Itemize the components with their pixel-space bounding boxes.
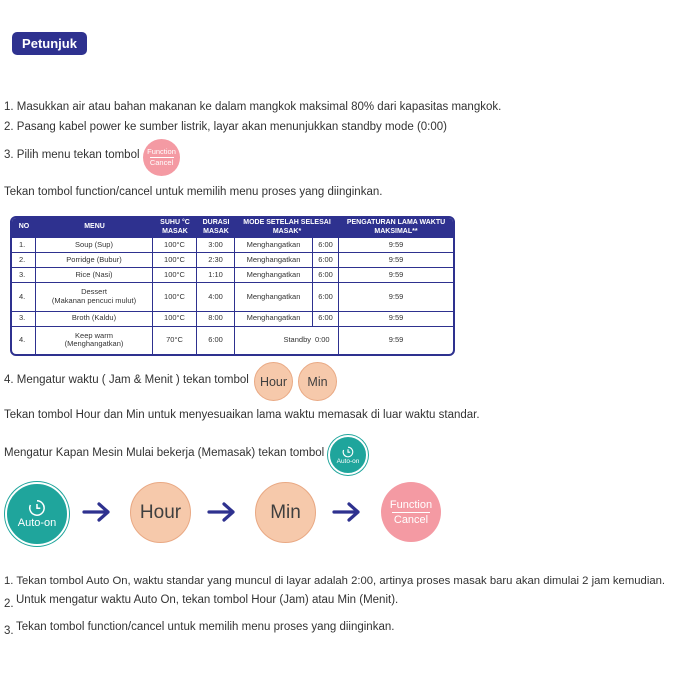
auto-on-label: Auto-on [336, 457, 360, 465]
cell-temp: 100°C [153, 252, 197, 267]
hour-button-large[interactable] [130, 482, 191, 543]
header-menu: MENU [36, 218, 153, 237]
min-button-small[interactable] [298, 362, 337, 401]
clock-icon [28, 499, 46, 517]
cancel-label: Cancel [393, 513, 429, 526]
cell-max: 9:59 [339, 237, 453, 252]
cell-temp: 100°C [153, 237, 197, 252]
cell-max: 9:59 [339, 267, 453, 282]
cell-menu: Rice (Nasi) [36, 267, 153, 282]
cell-mode-time: 6:00 [313, 237, 339, 252]
cell-max: 9:59 [339, 252, 453, 267]
function-divider [392, 512, 430, 513]
bottom-step-2: Untuk mengatur waktu Auto On, tekan tombol Hour (Jam) atau Min (Menit). [16, 594, 399, 606]
step-3-text: 3. Pilih menu tekan tombol [4, 149, 140, 161]
cell-temp: 100°C [153, 311, 197, 326]
bottom-step-3-number: 3. [4, 625, 14, 637]
arrow-right-icon [207, 501, 237, 523]
cell-no: 1. [12, 237, 36, 252]
cell-duration: 6:00 [197, 326, 235, 354]
auto-on-button-large[interactable] [5, 482, 69, 546]
cell-menu: Broth (Kaldu) [36, 311, 153, 326]
section-title-badge: Petunjuk [12, 32, 87, 55]
cell-temp: 70°C [153, 326, 197, 354]
step-4-text: 4. Mengatur waktu ( Jam & Menit ) tekan tombol [4, 374, 249, 386]
header-mode: MODE SETELAH SELESAI MASAK* [235, 218, 339, 237]
hour-button-small[interactable] [254, 362, 293, 401]
cell-max: 9:59 [339, 311, 453, 326]
bottom-step-1: 1. Tekan tombol Auto On, waktu standar yang muncul di layar adalah 2:00, artinya proses masak baru akan dimulai 2 jam kemudian. [4, 575, 666, 587]
cell-no: 2. [12, 252, 36, 267]
hour-label: Hour [259, 374, 288, 389]
cancel-label: Cancel [149, 158, 174, 167]
header-duration: DURASI MASAK [197, 218, 235, 237]
cell-no: 4. [12, 326, 36, 354]
cooking-menu-table [10, 216, 455, 356]
step-4-note: Tekan tombol Hour dan Min untuk menyesuaikan lama waktu memasak di luar waktu standar. [4, 409, 480, 421]
arrow-right-icon [332, 501, 362, 523]
header-temp: SUHU °C MASAK [153, 218, 197, 237]
cell-menu-line1: Dessert [81, 287, 107, 297]
cell-duration: 4:00 [197, 282, 235, 310]
cell-no: 4. [12, 282, 36, 310]
cell-mode: Menghangatkan [235, 267, 313, 282]
function-cancel-button-large[interactable] [381, 482, 441, 542]
table-row [12, 267, 453, 282]
cell-menu-line2: (Menghangatkan) [64, 339, 124, 349]
arrow-right-icon [82, 501, 112, 523]
cell-mode: Menghangatkan [235, 311, 313, 326]
auto-on-intro-text: Mengatur Kapan Mesin Mulai bekerja (Memasak) tekan tombol [4, 447, 325, 459]
cell-mode-time: 6:00 [313, 267, 339, 282]
header-max-time: PENGATURAN LAMA WAKTU MAKSIMAL** [339, 218, 453, 237]
cell-mode: Menghangatkan [235, 237, 313, 252]
function-label: Function [147, 147, 176, 156]
cell-duration: 1:10 [197, 267, 235, 282]
min-label: Min [307, 374, 328, 389]
cell-no: 3. [12, 267, 36, 282]
cell-mode-time: 6:00 [313, 311, 339, 326]
cell-temp: 100°C [153, 267, 197, 282]
cell-menu: Porridge (Bubur) [36, 252, 153, 267]
cell-max: 9:59 [339, 282, 453, 310]
cell-mode-time: 6:00 [313, 282, 339, 310]
clock-icon [342, 446, 354, 458]
table-header-row [12, 218, 453, 237]
step-1-text: 1. Masukkan air atau bahan makanan ke dalam mangkok maksimal 80% dari kapasitas mangkok. [4, 101, 502, 113]
function-cancel-button-small[interactable] [143, 139, 180, 176]
cell-mode: Menghangatkan [235, 282, 313, 310]
cell-mode: Standby [235, 326, 313, 354]
cell-menu-line2: (Makanan pencuci mulut) [51, 295, 137, 305]
table-row [12, 252, 453, 267]
table-row [12, 282, 453, 310]
cell-no: 3. [12, 311, 36, 326]
cell-temp: 100°C [153, 282, 197, 310]
table-row [12, 237, 453, 252]
cell-mode: Menghangatkan [235, 252, 313, 267]
cell-max: 9:59 [339, 326, 453, 354]
cell-menu: Soup (Sup) [36, 237, 153, 252]
auto-on-label: Auto-on [17, 517, 57, 529]
cell-duration: 3:00 [197, 237, 235, 252]
min-label: Min [270, 501, 301, 523]
step-3-note: Tekan tombol function/cancel untuk memilih menu proses yang diinginkan. [4, 186, 383, 198]
step-2-text: 2. Pasang kabel power ke sumber listrik, layar akan menunjukkan standby mode (0:00) [4, 121, 447, 133]
cell-mode-time: 6:00 [313, 252, 339, 267]
table-row [12, 311, 453, 326]
cell-menu [36, 326, 153, 354]
cell-duration: 8:00 [197, 311, 235, 326]
table-row [12, 326, 453, 354]
hour-label: Hour [139, 501, 182, 523]
bottom-step-2-number: 2. [4, 598, 14, 610]
cell-menu [36, 282, 153, 310]
min-button-large[interactable] [255, 482, 316, 543]
cell-mode-time: 0:00 [313, 326, 339, 354]
auto-on-button-small[interactable] [328, 435, 368, 475]
cell-menu-line1: Keep warm [75, 330, 113, 340]
function-label: Function [389, 498, 433, 511]
cell-duration: 2:30 [197, 252, 235, 267]
header-no: NO [12, 218, 36, 237]
bottom-step-3: Tekan tombol function/cancel untuk memilih menu proses yang diinginkan. [16, 621, 395, 633]
